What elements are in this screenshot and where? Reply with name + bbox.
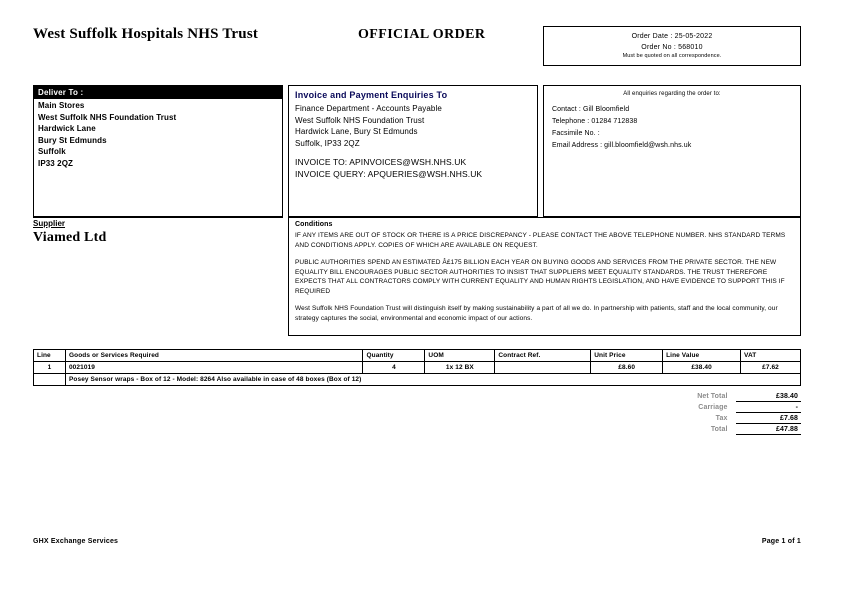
address-line: Suffolk <box>38 147 66 156</box>
cell-line-number: 1 <box>34 362 66 374</box>
page-title: OFFICIAL ORDER <box>358 27 486 42</box>
totals-row-total <box>641 424 801 435</box>
footer-page-number: Page 1 of 1 <box>761 538 801 545</box>
cell-spacer <box>34 374 66 386</box>
cell-item-code: 0021019 <box>65 362 363 374</box>
totals-label-carriage: Carriage <box>698 404 728 411</box>
column-header-contract-ref: Contract Ref. <box>495 350 591 362</box>
enquiries-email: Email Address : gill.bloomfield@wsh.nhs.uk <box>552 142 692 149</box>
invoice-enquiries-box <box>288 85 538 217</box>
supplier-divider <box>33 217 283 218</box>
totals-value-tax: £7.68 <box>736 413 801 424</box>
column-header-description: Goods or Services Required <box>65 350 363 362</box>
column-header-uom: UOM <box>425 350 495 362</box>
deliver-to-box <box>33 85 283 217</box>
conditions-paragraph: IF ANY ITEMS ARE OUT OF STOCK OR THERE IS A PRICE DISCREPANCY - PLEASE CONTACT THE ABOVE TELEPHONE NUMBER. NHS STANDARD TERMS AND CONDITIONS APPLY. COPIES OF WHICH ARE AVAILABLE ON REQUEST. <box>295 232 786 249</box>
column-header-unit-price: Unit Price <box>591 350 663 362</box>
enquiries-contact: Contact : Gill Bloomfield <box>552 106 630 113</box>
totals-block <box>641 391 801 435</box>
address-line: West Suffolk NHS Foundation Trust <box>38 112 177 122</box>
column-header-quantity: Quantity <box>363 350 425 362</box>
cell-uom: 1x 12 BX <box>425 362 495 374</box>
cell-item-description: Posey Sensor wraps - Box of 12 - Model: 8264 Also available in case of 48 boxes (Box of 12) <box>65 374 800 386</box>
table-header-row <box>34 350 801 362</box>
cell-contract-ref <box>495 362 591 374</box>
conditions-paragraph: West Suffolk NHS Foundation Trust will distinguish itself by making sustainability a part of all we do. In partnership with patients, staff and the local community, our strategy captures the social, environmental and economic impact of our actions. <box>295 305 778 322</box>
cell-vat: £7.62 <box>741 362 801 374</box>
invoice-address-line: Suffolk, IP33 2QZ <box>295 138 360 148</box>
totals-value-carriage: - <box>736 402 801 413</box>
totals-value-total: £47.88 <box>736 424 801 435</box>
totals-label-tax: Tax <box>715 415 728 422</box>
invoice-address-line: West Suffolk NHS Foundation Trust <box>295 115 425 125</box>
conditions-title: Conditions <box>295 221 333 228</box>
totals-row-tax <box>641 413 801 424</box>
enquiries-heading: All enquiries regarding the order to: <box>623 91 721 97</box>
table-row-description <box>34 374 801 386</box>
address-line: Hardwick Lane <box>38 124 96 133</box>
cell-quantity: 4 <box>363 362 425 374</box>
column-header-line: Line <box>34 350 66 362</box>
supplier-label: Supplier <box>33 219 66 228</box>
address-line: Bury St Edmunds <box>38 135 107 145</box>
supplier-name: Viamed Ltd <box>33 230 107 245</box>
trust-name: West Suffolk Hospitals NHS Trust <box>33 26 259 42</box>
address-line: Main Stores <box>38 101 85 110</box>
order-number: Order No : 568010 <box>641 44 703 51</box>
invoice-query-email: INVOICE QUERY: APQUERIES@WSH.NHS.UK <box>295 169 483 179</box>
enquiries-telephone: Telephone : 01284 712838 <box>552 118 638 125</box>
line-items-table <box>33 349 801 386</box>
invoice-enquiries-title: Invoice and Payment Enquiries To <box>295 90 448 100</box>
totals-row-carriage <box>641 402 801 413</box>
order-enquiries-box <box>543 85 801 217</box>
order-info-box <box>543 26 801 66</box>
cell-line-value: £38.40 <box>663 362 741 374</box>
cell-unit-price: £8.60 <box>591 362 663 374</box>
column-header-vat: VAT <box>741 350 801 362</box>
table-row <box>34 362 801 374</box>
conditions-box <box>288 217 801 336</box>
invoice-address-line: Finance Department - Accounts Payable <box>295 104 442 113</box>
totals-label-net: Net Total <box>697 393 728 400</box>
column-header-line-value: Line Value <box>663 350 741 362</box>
invoice-address-line: Hardwick Lane, Bury St Edmunds <box>295 127 418 136</box>
enquiries-facsimile: Facsimile No. : <box>552 130 600 137</box>
totals-label-total: Total <box>710 426 728 433</box>
footer-provider: GHX Exchange Services <box>33 538 119 545</box>
deliver-to-title: Deliver To : <box>34 86 282 99</box>
invoice-to-email: INVOICE TO: APINVOICES@WSH.NHS.UK <box>295 157 467 167</box>
order-date: Order Date : 25-05-2022 <box>631 33 713 40</box>
address-line: IP33 2QZ <box>38 158 74 168</box>
conditions-paragraph: PUBLIC AUTHORITIES SPEND AN ESTIMATED Â£175 BILLION EACH YEAR ON BUYING GOODS AND SERVICES FROM THE PRIVATE SECTOR. THE NEW EQUALITY BILL ENCOURAGES PUBLIC SECTOR AUTHORITIES TO INSIST THAT SUPPLIERS MEET EQUALITY STANDARDS. THE TRUST THEREFORE EXPECTS THAT ALL CONTRACTORS COMPLY WITH CURRENT EQUALITY AND HUMAN RIGHTS LEGISLATION, AND HAVE EVIDENCE TO SUPPORT THIS IF REQUIRED <box>295 259 785 295</box>
totals-row-net <box>641 391 801 402</box>
order-quote-note: Must be quoted on all correspondence. <box>622 53 722 59</box>
deliver-to-address <box>34 99 282 170</box>
totals-value-net: £38.40 <box>736 391 801 402</box>
